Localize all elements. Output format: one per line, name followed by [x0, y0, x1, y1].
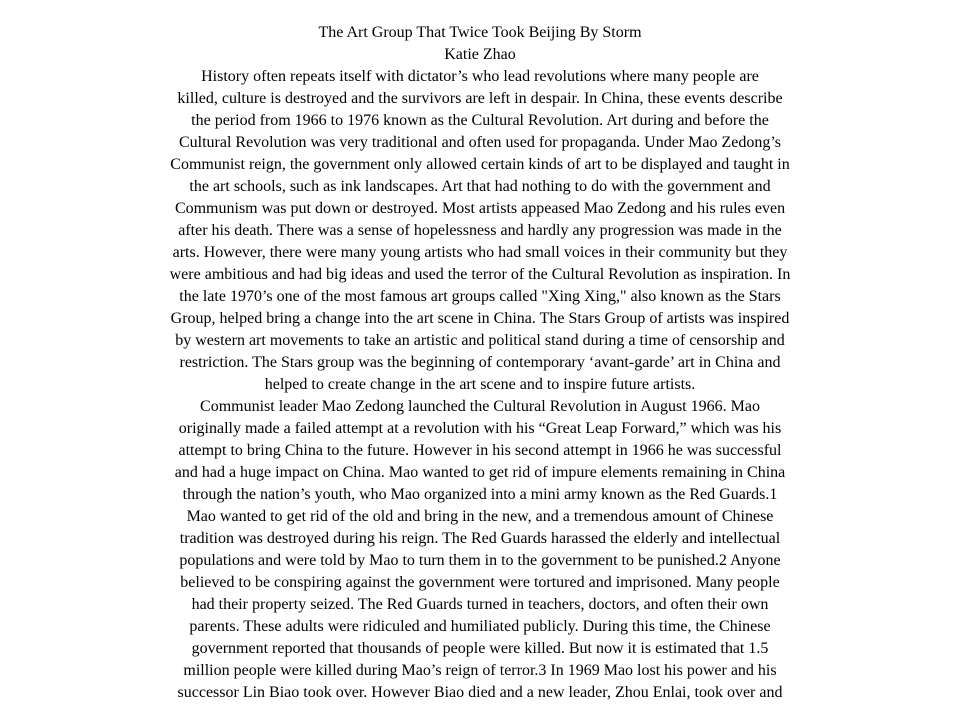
paragraph-line: parents. These adults were ridiculed and humiliated publicly. During this time, the Chinese — [189, 618, 771, 635]
paragraph-line: populations and were told by Mao to turn them in to the government to be punished.2 Anyone — [179, 552, 781, 569]
paragraph-line: restriction. The Stars group was the beginning of contemporary ‘avant-garde’ art in China and — [179, 354, 781, 371]
paragraph-line: Communism was put down or destroyed. Most artists appeased Mao Zedong and his rules even — [174, 200, 786, 217]
paragraph-line: the period from 1966 to 1976 known as the Cultural Revolution. Art during and before the — [191, 112, 769, 129]
document-title: The Art Group That Twice Took Beijing By Storm — [318, 24, 642, 41]
paragraph-line: the late 1970’s one of the most famous art groups called "Xing Xing," also known as the Stars — [179, 288, 781, 305]
paragraph-line: had their property seized. The Red Guards turned in teachers, doctors, and often their own — [191, 596, 769, 613]
paragraph-line: Mao wanted to get rid of the old and bring in the new, and a tremendous amount of Chinese — [186, 508, 774, 525]
document-author: Katie Zhao — [444, 46, 516, 63]
paragraph-line: and had a huge impact on China. Mao wanted to get rid of impure elements remaining in China — [174, 464, 786, 481]
paragraph-line: by western art movements to take an artistic and political stand during a time of censorship and — [175, 332, 785, 349]
paragraph-2 — [0, 396, 960, 704]
paragraph-line: tradition was destroyed during his reign. The Red Guards harassed the elderly and intellectual — [179, 530, 781, 547]
paragraph-line: History often repeats itself with dictator’s who lead revolutions where many people are — [201, 68, 759, 85]
paragraph-line: attempt to bring China to the future. However in his second attempt in 1966 he was successful — [178, 442, 782, 459]
paragraph-line: after his death. There was a sense of hopelessness and hardly any progression was made in the — [178, 222, 782, 239]
paragraph-line: Communist reign, the government only allowed certain kinds of art to be displayed and taught in — [170, 156, 790, 173]
paragraph-line: through the nation’s youth, who Mao organized into a mini army known as the Red Guards.1 — [182, 486, 778, 503]
paragraph-line: originally made a failed attempt at a revolution with his “Great Leap Forward,” which was his — [178, 420, 782, 437]
paragraph-line: Group, helped bring a change into the art scene in China. The Stars Group of artists was inspired — [170, 310, 790, 327]
paragraph-line: the art schools, such as ink landscapes. Art that had nothing to do with the government and — [189, 178, 771, 195]
paragraph-line: Cultural Revolution was very traditional and often used for propaganda. Under Mao Zedong’s — [178, 134, 782, 151]
paragraph-line: Communist leader Mao Zedong launched the Cultural Revolution in August 1966. Mao — [200, 398, 760, 415]
paragraph-line: were ambitious and had big ideas and used the terror of the Cultural Revolution as inspiration. In — [169, 266, 791, 283]
paragraph-line: million people were killed during Mao’s reign of terror.3 In 1969 Mao lost his power and his — [183, 662, 777, 679]
paragraph-line: government reported that thousands of people were killed. But now it is estimated that 1.5 — [191, 640, 769, 657]
paragraph-line: believed to be conspiring against the government were tortured and imprisoned. Many people — [180, 574, 780, 591]
paragraph-line: arts. However, there were many young artists who had small voices in their community but they — [172, 244, 788, 261]
paragraph-line: successor Lin Biao took over. However Biao died and a new leader, Zhou Enlai, took over and — [177, 684, 783, 701]
paragraph-line: killed, culture is destroyed and the survivors are left in despair. In China, these events describe — [177, 90, 783, 107]
paragraph-line: helped to create change in the art scene and to inspire future artists. — [264, 376, 696, 393]
paragraph-1 — [0, 66, 960, 396]
